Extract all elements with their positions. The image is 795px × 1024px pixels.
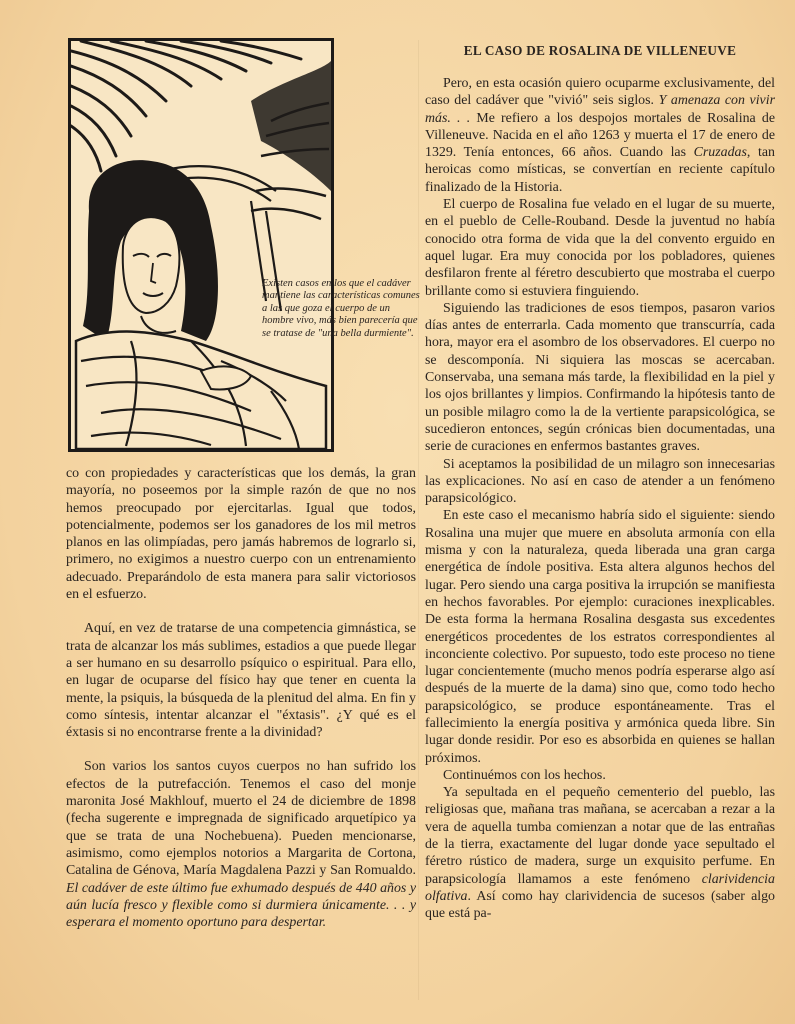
- right-paragraph-1-c: Me refiero a los despojos mortales de Rosalina de Villeneuve. Nacida en el año 1263 y muerta el 17 de enero de 1329. Tenía entonces, 66 años. Cuando las: [425, 110, 775, 161]
- figure-caption-text: Existen casos en los que el cadáver mantiene las características comunes a las que goza el cuerpo de un hombre vivo, más bien parecería que se tratase de "una bella durmiente".: [262, 278, 420, 339]
- right-paragraph-7-italic: clarividencia olfativa: [425, 871, 775, 904]
- right-paragraph-6: Continuémos con los hechos.: [443, 767, 606, 783]
- left-paragraph-3-italic: El cadáver de este último fue exhumado después de 440 años y aún lucía fresco y flexible como si durmiera únicamente. . . y esperara el momento oportuno para despertar.: [66, 880, 416, 931]
- right-paragraph-7-a: Ya sepultada en el pequeño cementerio del pueblo, las religiosas que, mañana tras mañana, se acercaban a rezar a la vera de aquella tumba comienzan a notar que de las entrañas de la tierra, exactamente del lugar donde yace sepultado el féretro rústico de madera, surge un exquisito perfume. En parapsicología llamamos a este fenómeno: [425, 785, 775, 887]
- article-title: EL CASO DE ROSALINA DE VILLENEUVE: [463, 43, 737, 58]
- right-paragraph-7: [425, 784, 775, 922]
- right-paragraph-3: Siguiendo las tradiciones de esos tiempos, pasaron varios días antes de enterrarla. Cada momento que transcurría, cada hora, mayor era el asombro de los observadores. El cuerpo no se descomponía. Ni siquiera las moscas se acercaban. Conservaba, una semana más tarde, la flexibilidad en la piel y los ojos brillantes y limpios. Confirmando la hipótesis tanto de un posible milagro como la de la vertiente parapsicológica, se sucedieron entonces, según crónicas bien documentadas, una serie de curaciones en enfermos bastantes graves.: [425, 300, 775, 455]
- left-paragraph-3: [66, 758, 416, 931]
- left-paragraph-2: Aquí, en vez de tratarse de una competencia gimnástica, se trata de alcanzar los más sublimes, estadios a que puede llegar a ser humano en su desarrollo psíquico o espiritual. Para ello, en lugar de ocuparse del físico hay que tener en cuenta la mente, la psiquis, la búsqueda de la plenitud del alma. En fin y como síntesis, intentar alcanzar el "éxtasis". ¿Y qué es el éxtasis si no encontrarse frente a la divinidad?: [66, 621, 416, 741]
- figure-caption: [262, 278, 422, 448]
- right-paragraph-1-italic: Y amenaza con vivir más. . .: [425, 93, 775, 126]
- right-paragraph-2: El cuerpo de Rosalina fue velado en el lugar de su muerte, en el pueblo de Celle-Rouband. Desde la juventud no había conocido otra forma de vida que la del convento erguido en aquel lugar. Era muy conocida por los pobladores, quienes desfilaron frente al féretro descubierto que mostraba el cuerpo brillante como si estuviera finguiendo.: [425, 197, 775, 299]
- left-column: [66, 465, 416, 931]
- right-paragraph-5: En este caso el mecanismo habría sido el siguiente: siendo Rosalina una mujer que muere en absoluta armonía con ella misma y con la naturaleza, queda liberada una gran carga energética de índole positiva. Esta altera algunos hechos del lugar. Pero siendo una carga positiva la irrupción se manifiesta en hechos favorables. Por ejemplo: curaciones inexplicables. De esta forma la hermana Rosalina desgasta sus excedentes energéticos procedentes de los estratos correspondientes al inconciente colectivo. Por supuesto, todo este proceso no tiene lugar concientemente (mucho menos podría esperarse algo así después de la muerte de la dama) sino que, como todo hecho parapsicológico, se produce espontáneamente. Tras el fallecimiento la energía positiva y armónica queda libre. Sin lugar donde residir. Por eso es absorbida en quienes se hallan próximos.: [425, 508, 775, 766]
- right-column: [425, 75, 775, 923]
- right-paragraph-1-cruzadas: Cruzadas: [693, 145, 747, 161]
- right-paragraph-7-c: . Así como hay clarividencia de sucesos (saber algo que está pa-: [425, 888, 775, 922]
- column-divider: [418, 40, 419, 1000]
- right-paragraph-1-e: , tan heroicas como místicas, se convertían en reciente capítulo finalizado de la Historia.: [425, 145, 775, 195]
- right-paragraph-4: Si aceptamos la posibilidad de un milagro son innecesarias las explicaciones. No así en caso de atender a un fenómeno parapsicológico.: [425, 456, 775, 507]
- left-paragraph-1: co con propiedades y características que los demás, la gran mayoría, no poseemos por la simple razón de que no nos hemos preocupado por ejercitarlas. Igual que todos, potencialmente, podemos ser los ganadores de los mil metros planos en las olimpíadas, pero jamás habremos de lograrlo si, primero, no exigimos a nuestro cuerpo con un entrenamiento adecuado. Preparándolo de esta manera para salir victoriosos en el esfuerzo.: [66, 466, 416, 603]
- right-paragraph-1-a: Pero, en esta ocasión quiero ocuparme exclusivamente, del caso del cadáver que "vivió" seis siglos.: [425, 76, 775, 109]
- right-paragraph-1: [425, 75, 775, 196]
- left-paragraph-3-text: Son varios los santos cuyos cuerpos no han sufrido los efectos de la putrefacción. Tenemos el caso del monje maronita José Makhlouf, muerto el 24 de diciembre de 1898 (fecha sugerente e impregnada de significado arquetípico ya que se trata de una Nochebuena). Pueden mencionarse, asimismo, como ejemplos notorios a Margarita de Cortona, Catalina de Génova, María Magdalena Pazzi y San Romualdo.: [66, 759, 416, 879]
